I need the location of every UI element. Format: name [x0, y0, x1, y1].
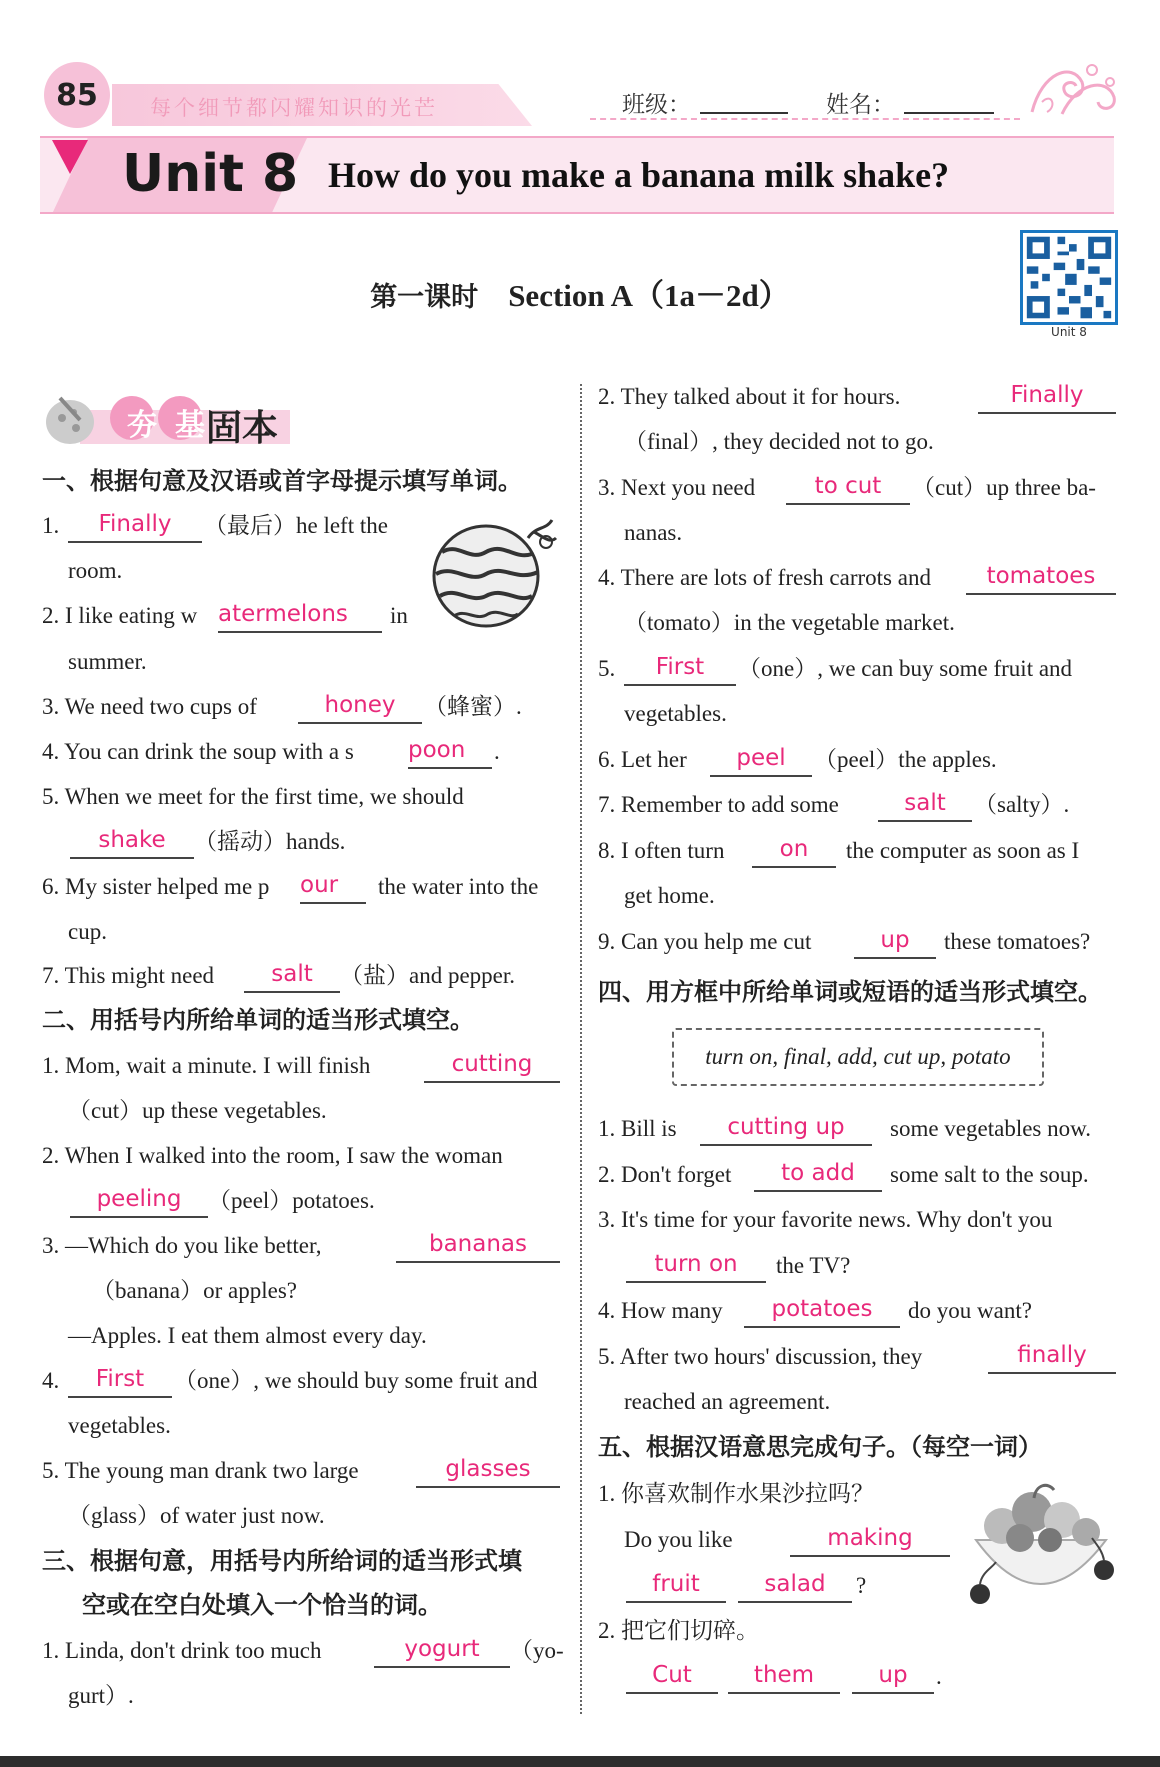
- s2-q1-answer[interactable]: cutting: [451, 1051, 533, 1077]
- s3-q6-answer[interactable]: peel: [736, 745, 786, 771]
- s5-q1-blank-2[interactable]: [626, 1601, 726, 1603]
- s2-q1-blank[interactable]: [424, 1081, 560, 1083]
- s3-q1-text: 1. Linda, don't drink too much: [42, 1638, 322, 1663]
- s1-q6-post: the water into the: [378, 874, 539, 899]
- s1-q4-blank[interactable]: [408, 767, 492, 769]
- s1-q6-blank[interactable]: [300, 902, 366, 904]
- s3-q2-text: 2. They talked about it for hours.: [598, 384, 901, 409]
- s3-q3-text: 3. Next you need: [598, 475, 756, 500]
- s5-q1-answer-3[interactable]: salad: [764, 1571, 826, 1597]
- s3-q3-blank[interactable]: [786, 503, 910, 505]
- s5-q2-end: .: [936, 1664, 942, 1689]
- s2-q4-text2: vegetables.: [68, 1413, 171, 1438]
- s2-q1-text2: （cut）up these vegetables.: [68, 1098, 327, 1123]
- s1-q7-answer[interactable]: salt: [271, 961, 313, 987]
- fruit-salad-image: [962, 1478, 1120, 1620]
- s5-q2-blank-2[interactable]: [728, 1692, 840, 1694]
- s1-q7-text: 7. This might need: [42, 963, 215, 988]
- s1-q2-text: 2. I like eating w: [42, 603, 198, 628]
- s3-q6-text: 6. Let her: [598, 747, 687, 772]
- s4-q4-text: 4. How many: [598, 1298, 723, 1323]
- s4-q1-answer[interactable]: cutting up: [727, 1114, 845, 1140]
- s1-q2-blank[interactable]: [218, 631, 382, 633]
- s1-q5-blank[interactable]: [70, 857, 194, 859]
- s5-q1-zh: 1. 你喜欢制作水果沙拉吗？: [598, 1481, 874, 1506]
- s3-q7-text: 7. Remember to add some: [598, 792, 839, 817]
- s1-q4-post: .: [494, 739, 500, 764]
- s5-q2-answer-2[interactable]: them: [753, 1662, 815, 1688]
- s3-q5-text2: vegetables.: [624, 701, 727, 726]
- s4-q2-post: some salt to the soup.: [890, 1162, 1089, 1187]
- section-1-title: 一、根据句意及汉语或首字母提示填写单词。: [42, 467, 522, 495]
- section-2-title: 二、用括号内所给单词的适当形式填空。: [42, 1006, 474, 1034]
- s4-q2-blank[interactable]: [754, 1190, 882, 1192]
- s3-q7-blank[interactable]: [878, 820, 972, 822]
- s4-q5-answer[interactable]: finally: [1017, 1342, 1087, 1368]
- watermelon-image: [424, 512, 562, 628]
- s5-q1-blank-1[interactable]: [790, 1555, 950, 1557]
- s1-q6-answer[interactable]: our: [300, 872, 339, 898]
- s2-q2-blank[interactable]: [70, 1216, 208, 1218]
- s4-q3-answer[interactable]: turn on: [654, 1251, 738, 1277]
- s1-q3-post: （蜂蜜）.: [424, 694, 522, 719]
- s5-q1-answer-1[interactable]: making: [827, 1525, 913, 1551]
- s3-q8-text: 8. I often turn: [598, 838, 725, 863]
- s3-q5-post: （one）, we can buy some fruit and: [738, 656, 1073, 681]
- s3-q6-post: （peel）the apples.: [814, 747, 997, 772]
- s3-q9-blank[interactable]: [854, 957, 936, 959]
- qr-label: Unit 8: [1051, 325, 1087, 339]
- section-3-title-2: 空或在空白处填入一个恰当的词。: [82, 1591, 442, 1619]
- s1-q1-num: 1.: [42, 513, 60, 538]
- s3-q8-post: the computer as soon as I: [846, 838, 1080, 863]
- s3-q8-blank[interactable]: [752, 866, 836, 868]
- s5-q1-text: Do you like: [624, 1527, 733, 1552]
- s1-q4-text: 4. You can drink the soup with a s: [42, 739, 354, 764]
- column-divider: [580, 384, 582, 1714]
- s1-q1-text2: room.: [68, 558, 123, 583]
- s3-q9-answer[interactable]: up: [880, 927, 910, 953]
- s4-q2-text: 2. Don't forget: [598, 1162, 732, 1187]
- s5-q2-zh: 2. 把它们切碎。: [598, 1618, 759, 1643]
- hint-badge-2: 基: [175, 408, 205, 443]
- s1-q1-answer[interactable]: Finally: [98, 511, 172, 537]
- s4-q4-answer[interactable]: potatoes: [771, 1296, 873, 1322]
- s3-q1-blank[interactable]: [374, 1666, 510, 1668]
- s5-q2-blank-1[interactable]: [626, 1692, 718, 1694]
- s3-q1-post: （yo-: [510, 1638, 564, 1663]
- s3-q9-post: these tomatoes?: [944, 929, 1091, 954]
- s4-q5-text2: reached an agreement.: [624, 1389, 831, 1414]
- s4-q3-post: the TV?: [776, 1253, 851, 1278]
- s1-q3-answer[interactable]: honey: [324, 692, 396, 718]
- s2-q5-text2: （glass）of water just now.: [68, 1503, 325, 1528]
- s2-q2-answer[interactable]: peeling: [96, 1186, 182, 1212]
- s2-q4-post: （one）, we should buy some fruit and: [174, 1368, 538, 1393]
- s1-q2-text2: summer.: [68, 649, 147, 674]
- word-box-text: turn on, final, add, cut up, potato: [705, 1044, 1011, 1069]
- s3-q4-text2: （tomato）in the vegetable market.: [624, 610, 955, 635]
- s3-q9-text: 9. Can you help me cut: [598, 929, 812, 954]
- s3-q5-answer[interactable]: First: [655, 654, 705, 680]
- s1-q2-post: in: [390, 603, 408, 628]
- class-label: 班级：: [622, 92, 691, 118]
- s1-q2-answer[interactable]: atermelons: [218, 601, 348, 627]
- s4-q2-answer[interactable]: to add: [781, 1160, 855, 1186]
- triangle-marker-icon: [52, 140, 88, 174]
- s3-q2-text2: （final）, they decided not to go.: [624, 429, 934, 454]
- s1-q1-blank[interactable]: [68, 541, 202, 543]
- floral-ornament-icon: [1022, 52, 1122, 124]
- footer-bar: [0, 1756, 1160, 1767]
- unit-label: Unit 8: [122, 144, 299, 204]
- s1-q7-post: （盐）and pepper.: [340, 963, 516, 988]
- s4-q3-text: 3. It's time for your favorite news. Why don't you: [598, 1207, 1053, 1232]
- s1-q6-text: 6. My sister helped me p: [42, 874, 270, 899]
- hint-title: 固本: [206, 408, 279, 449]
- s3-q1-text2: gurt）.: [68, 1683, 134, 1708]
- s3-q3-post: （cut）up three ba-: [912, 475, 1096, 500]
- s3-q6-blank[interactable]: [710, 775, 812, 777]
- s1-q1-text: （最后）he left the: [204, 513, 388, 538]
- s3-q5-blank[interactable]: [624, 684, 736, 686]
- lesson-en: Section A（1a－2d）: [508, 278, 790, 313]
- word-box: [672, 1028, 1044, 1086]
- s2-q4-blank[interactable]: [68, 1396, 172, 1398]
- s2-q5-answer[interactable]: glasses: [445, 1456, 531, 1482]
- s4-q3-blank[interactable]: [626, 1281, 766, 1283]
- s5-q1-end: ?: [856, 1573, 867, 1598]
- s2-q2-text: 2. When I walked into the room, I saw the woman: [42, 1143, 503, 1168]
- s3-q5-num: 5.: [598, 656, 616, 681]
- s3-q2-answer[interactable]: Finally: [1010, 382, 1084, 408]
- s4-q5-text: 5. After two hours' discussion, they: [598, 1344, 923, 1369]
- unit-title: How do you make a banana milk shake?: [328, 155, 950, 195]
- s5-q1-blank-3[interactable]: [738, 1601, 852, 1603]
- s3-q8-text2: get home.: [624, 883, 715, 908]
- s1-q7-blank[interactable]: [244, 991, 340, 993]
- s3-q3-text2: nanas.: [624, 520, 683, 545]
- s3-q7-answer[interactable]: salt: [904, 790, 946, 816]
- s4-q4-post: do you want?: [908, 1298, 1032, 1323]
- s5-q2-blank-3[interactable]: [852, 1692, 934, 1694]
- s1-q3-blank[interactable]: [298, 722, 422, 724]
- s4-q4-blank[interactable]: [744, 1326, 900, 1328]
- slogan: 每个细节都闪耀知识的光芒: [150, 96, 438, 120]
- name-label: 姓名：: [826, 92, 895, 118]
- s3-q1-answer[interactable]: yogurt: [404, 1636, 480, 1662]
- s1-q3-text: 3. We need two cups of: [42, 694, 257, 719]
- s1-q5-text: 5. When we meet for the first time, we should: [42, 784, 464, 809]
- section-5-title: 五、根据汉语意思完成句子。（每空一词）: [598, 1433, 1042, 1461]
- section-3-title: 三、根据句意，用括号内所给词的适当形式填: [42, 1547, 522, 1575]
- s2-q2-post: （peel）potatoes.: [208, 1188, 375, 1213]
- s5-q1-answer-2[interactable]: fruit: [652, 1571, 700, 1597]
- s1-q6-text2: cup.: [68, 919, 107, 944]
- s1-q5-post: （摇动）hands.: [194, 829, 346, 854]
- lesson-zh: 第一课时: [370, 282, 479, 313]
- s1-q4-answer[interactable]: poon: [408, 737, 466, 763]
- s3-q3-answer[interactable]: to cut: [814, 473, 882, 499]
- s2-q5-blank[interactable]: [416, 1486, 560, 1488]
- s3-q4-answer[interactable]: tomatoes: [986, 563, 1096, 589]
- lesson-heading: [0, 270, 1160, 315]
- qr-code-icon[interactable]: [1020, 230, 1118, 325]
- page-number: 85: [44, 62, 110, 128]
- s4-q5-blank[interactable]: [988, 1372, 1116, 1374]
- s2-q3-answer[interactable]: bananas: [428, 1231, 528, 1257]
- s2-q4-num: 4.: [42, 1368, 60, 1393]
- s3-q4-text: 4. There are lots of fresh carrots and: [598, 565, 931, 590]
- s4-q1-text: 1. Bill is: [598, 1116, 677, 1141]
- s2-q3-text: 3. —Which do you like better,: [42, 1233, 322, 1258]
- s2-q4-answer[interactable]: First: [95, 1366, 145, 1392]
- s1-q5-answer[interactable]: shake: [98, 827, 166, 853]
- s2-q5-text: 5. The young man drank two large: [42, 1458, 359, 1483]
- s4-q1-blank[interactable]: [700, 1144, 872, 1146]
- name-blank[interactable]: [904, 112, 994, 114]
- s3-q8-answer[interactable]: on: [779, 836, 809, 862]
- s3-q7-post: （salty）.: [974, 792, 1070, 817]
- s4-q1-post: some vegetables now.: [890, 1116, 1091, 1141]
- section-4-title: 四、用方框中所给单词或短语的适当形式填空。: [598, 978, 1102, 1006]
- s3-q2-blank[interactable]: [978, 412, 1116, 414]
- title-underline: [40, 212, 1114, 214]
- hint-badge-1: 夯: [127, 408, 157, 443]
- s2-q3-text3: —Apples. I eat them almost every day.: [68, 1323, 427, 1348]
- s5-q2-answer-1[interactable]: Cut: [652, 1662, 692, 1688]
- s2-q3-blank[interactable]: [396, 1261, 560, 1263]
- s5-q2-answer-3[interactable]: up: [878, 1662, 908, 1688]
- class-blank[interactable]: [700, 112, 788, 114]
- s3-q4-blank[interactable]: [966, 593, 1116, 595]
- s2-q1-text: 1. Mom, wait a minute. I will finish: [42, 1053, 371, 1078]
- s2-q3-text2: （banana）or apples?: [92, 1278, 298, 1303]
